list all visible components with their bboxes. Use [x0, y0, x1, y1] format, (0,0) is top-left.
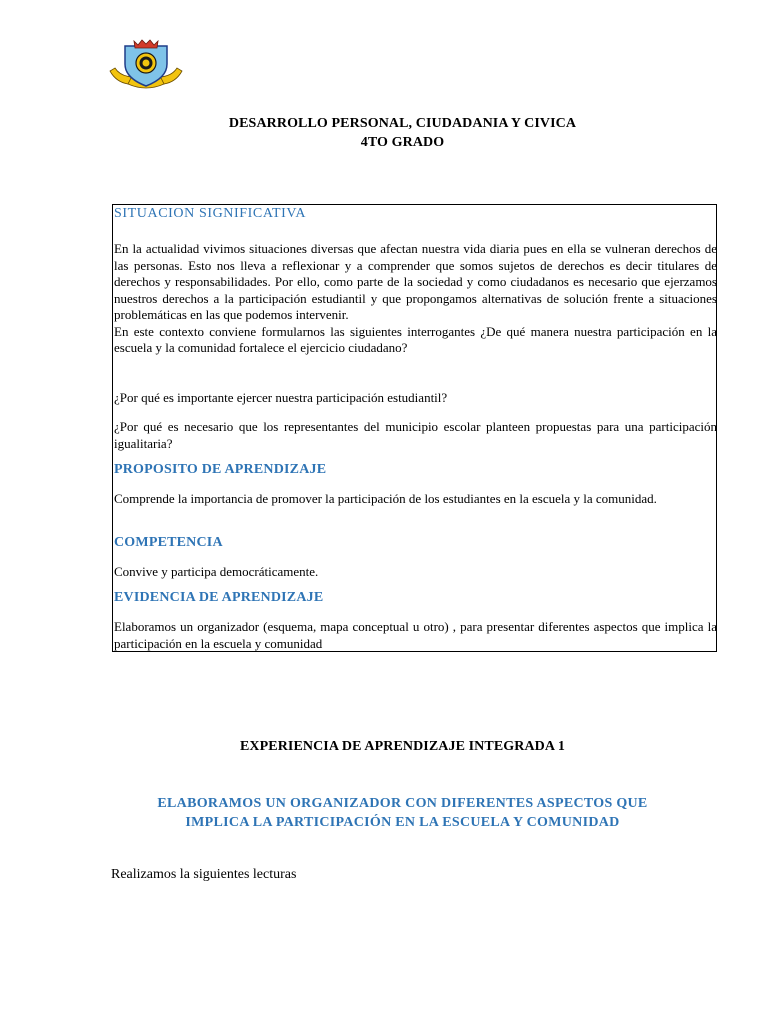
experiencia-subtitle-line-2: IMPLICA LA PARTICIPACIÓN EN LA ESCUELA Y COMUNIDAD — [185, 815, 620, 830]
situacion-paragraph-2: En este contexto conviene formularnos las siguientes interrogantes ¿De qué manera nuestra participación en la escuela y la comunidad fortalece el ejercicio ciudadano? — [114, 323, 717, 355]
situacion-paragraph-1: En la actualidad vivimos situaciones diversas que afectan nuestra vida diaria pues en ella se vulneran derechos de las personas. Esto nos lleva a reflexionar y a comprender que somos sujetos de derechos es decir titulares de derechos y responsabilidades. Por ello, como parte de la sociedad y como ciudadanos es necesario que ejerzamos nuestros derechos a la participación estudiantil y que propongamos alternativas de solución frente a situaciones problemáticas en las que podemos intervenir. En este contexto conviene formularnos las siguientes interrogantes ¿De qué manera nuestra participación en la escuela y la comunidad fortalece el ejercicio ciudadano? — [114, 241, 717, 355]
proposito-heading: PROPOSITO DE APRENDIZAJE — [114, 462, 327, 477]
competencia-heading: COMPETENCIA — [114, 535, 223, 550]
situacion-heading: SITUACION SIGNIFICATIVA — [114, 206, 307, 221]
competencia-text: Convive y participa democráticamente. — [114, 564, 319, 579]
experiencia-title: EXPERIENCIA DE APRENDIZAJE INTEGRADA 1 — [239, 739, 566, 754]
grade-subtitle: 4TO GRADO — [360, 135, 445, 150]
situacion-question-1: ¿Por qué es importante ejercer nuestra participación estudiantil? — [114, 390, 448, 405]
situacion-question-2: ¿Por qué es necesario que los representantes del municipio escolar planteen propuestas para una participación igualitaria? — [114, 419, 717, 451]
school-crest-icon — [108, 38, 184, 94]
proposito-text: Comprende la importancia de promover la participación de los estudiantes en la escuela y la comunidad. — [114, 491, 657, 506]
evidencia-text: Elaboramos un organizador (esquema, mapa conceptual u otro) , para presentar diferentes aspectos que implica la participación en la escuela y comunidad — [114, 619, 717, 651]
evidencia-heading: EVIDENCIA DE APRENDIZAJE — [114, 590, 324, 605]
experiencia-subtitle-line-1: ELABORAMOS UN ORGANIZADOR CON DIFERENTES ASPECTOS QUE — [157, 796, 648, 811]
readings-intro: Realizamos la siguientes lecturas — [111, 867, 297, 882]
page-title: DESARROLLO PERSONAL, CIUDADANIA Y CIVICA — [228, 116, 577, 131]
